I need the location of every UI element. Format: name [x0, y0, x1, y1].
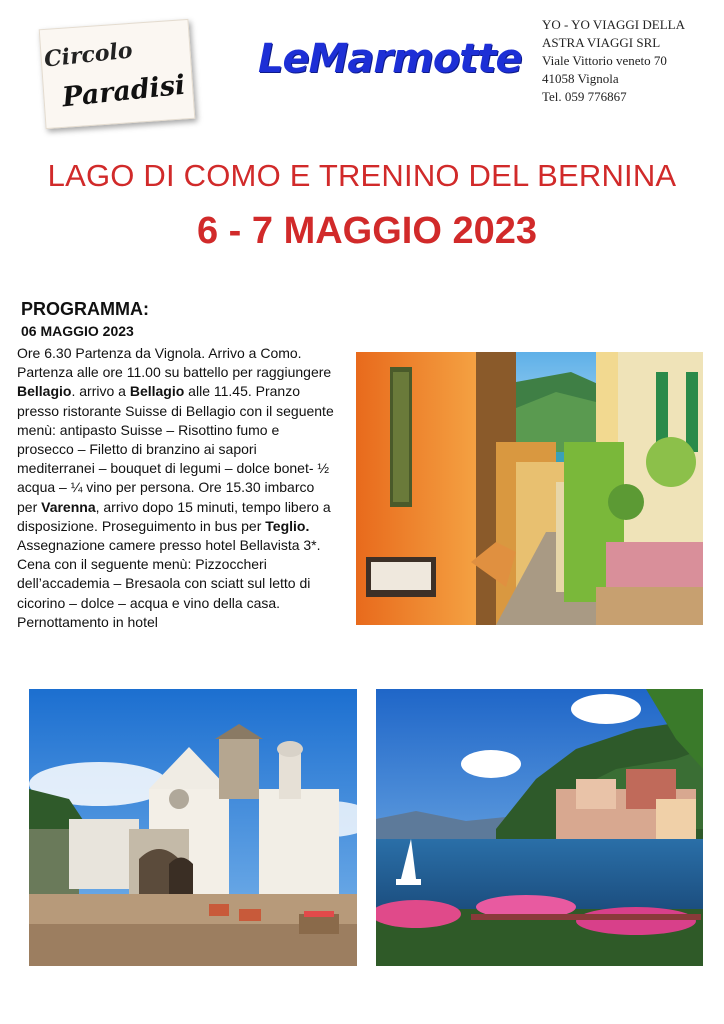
logo-paradisi-text: Paradisi	[60, 69, 187, 114]
program-text-part: . arrivo a	[71, 383, 130, 400]
agency-line-1: YO - YO VIAGGI DELLA	[542, 17, 685, 32]
page-title: LAGO DI COMO E TRENINO DEL BERNINA	[47, 158, 677, 193]
program-text-part: Ore 6.30 Partenza da Vignola. Arrivo a Como. Partenza alle ore 11.00 su battello per raggiungere	[17, 345, 332, 381]
program-place-bellagio: Bellagio	[17, 383, 72, 400]
program-text-part: Assegnazione camere presso hotel Bellavista 3*. Cena con il seguente menù: Pizzoccheri dell’accademia – Bresaola con sciatt sul letto di cicorino – dolce – acqua e vino della casa. Pernottamento in hotel	[17, 537, 321, 630]
program-text	[17, 344, 335, 632]
agency-line-3: Viale Vittorio veneto 70	[542, 53, 667, 68]
agency-phone: Tel. 059 776867	[542, 89, 627, 104]
program-place-varenna: Varenna	[41, 498, 96, 515]
program-place-teglio: Teglio.	[265, 517, 310, 534]
agency-line-4: 41058 Vignola	[542, 71, 619, 86]
program-text-part: alle 11.45. Pranzo presso ristorante Suisse di Bellagio con il seguente menù: antipasto Suisse – Risottino fumo e prosecco – Filetto di branzino ai sapori mediterranei – bouquet di legumi – dolce bonet- ½ acqua – ¼ vino per persona. Ore 15.30 imbarco per	[17, 383, 334, 515]
agency-line-2: ASTRA VIAGGI SRL	[542, 35, 661, 50]
program-place-bellagio: Bellagio	[129, 383, 185, 400]
trip-dates: 6 - 7 MAGGIO 2023	[196, 210, 537, 252]
church-teglio-photo	[29, 689, 357, 966]
circolo-paradisi-logo	[36, 18, 196, 130]
bellagio-alley-photo	[356, 352, 703, 625]
agency-address	[542, 16, 717, 106]
program-heading: PROGRAMMA:	[21, 299, 149, 319]
le-marmotte-logo: LeMarmotte	[258, 36, 522, 82]
program-text-part: , arrivo dopo 15 minuti, tempo libero a disposizione. Proseguimento in bus per	[17, 498, 331, 534]
logo-circolo-text: Circolo	[42, 37, 134, 73]
varenna-lake-photo	[376, 689, 703, 966]
program-day-label: 06 MAGGIO 2023	[21, 323, 134, 339]
